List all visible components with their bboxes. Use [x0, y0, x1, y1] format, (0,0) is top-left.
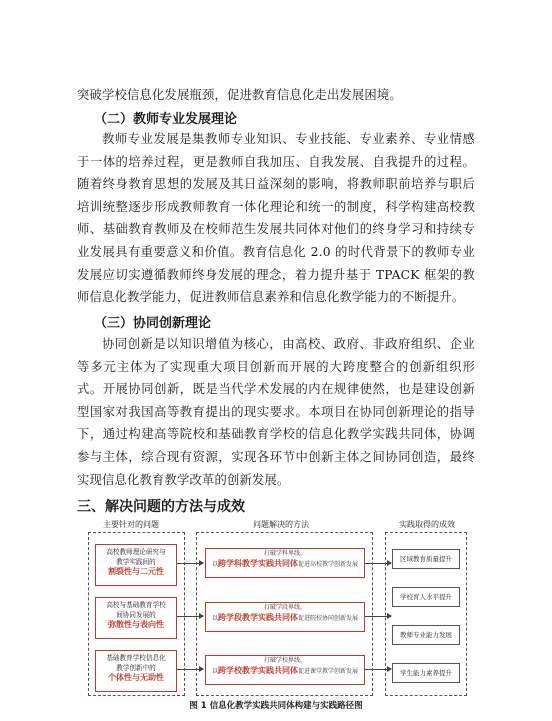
arrow-problem-1	[177, 563, 203, 564]
method-2-top: 打破学段界线，	[263, 604, 306, 611]
problem-3-line2: 教学创新中的	[116, 664, 156, 672]
arrow-method-3	[365, 669, 391, 670]
heading-teacher-development: （二）教师专业发展理论	[94, 112, 238, 127]
column-header-outcomes: 实践取得的成效	[399, 520, 455, 529]
problem-2-line1: 高校与基础教育学校	[106, 601, 166, 609]
problem-box-2	[95, 597, 177, 639]
outcome-box-3: 教师专业能力发展	[392, 625, 460, 645]
method-box-1	[205, 548, 365, 578]
problem-3-line1: 基础教育学校信息化	[106, 654, 166, 662]
problem-1-key: 割裂性与二元性	[108, 567, 164, 576]
arrow-method-1	[365, 563, 391, 564]
problem-1-line1: 高校教师理论研究与	[106, 548, 166, 556]
column-header-methods: 问题解决的方法	[253, 520, 309, 529]
method-2-suffix: 促进院校协同创新发展	[298, 615, 359, 622]
problem-2-key: 弥散性与表向性	[108, 620, 164, 629]
problem-2-line2: 间协同发展的	[116, 611, 156, 619]
paragraph-collaborative-innovation: 协同创新是以知识增值为核心，由高校、政府、非政府组织、企业等多元主体为了实现重大项目创新而开展的大跨度整合的创新组织形式。开展协同创新，既是当代学术发展的内在规律使然，也是建设创新型国家对我国高等教育提出的现实要求。本项目在协同创新理论的指导下，通过构建高等院校和基础教育学校的信息化教学实践共同体，协调参与主体，综合现有资源，实现各环节中创新主体之间协同创造，最终实现信息化教育教学改革的创新发展。	[77, 337, 475, 487]
paragraph-intro-tail: 突破学校信息化发展瓶颈，促进教育信息化走出发展困境。	[77, 88, 402, 102]
problem-box-1	[95, 544, 177, 586]
method-2-key: 跨学段教学实践共同体	[218, 613, 298, 622]
method-1-top: 打破学科界线，	[263, 550, 306, 557]
method-box-3	[205, 655, 365, 685]
problem-1-line2: 教学实践间的	[116, 558, 156, 566]
method-1-suffix: 促进高校教学创新发展	[298, 561, 359, 568]
figure-caption: 图 1 信息化教学实践共同体构建与实践路径图	[189, 701, 363, 711]
problem-box-3	[95, 650, 177, 692]
problem-3-key: 个体性与无助性	[108, 673, 164, 682]
method-3-prefix: 以	[211, 668, 218, 675]
outcome-box-1: 区域教育质量提升	[392, 549, 460, 569]
arrow-problem-2	[177, 616, 203, 617]
arrow-problem-3	[177, 669, 203, 670]
method-3-key: 跨学校教学实践共同体	[218, 666, 298, 675]
column-header-problems: 主要针对的问题	[103, 520, 159, 529]
outcome-box-4: 学生能力素养提升	[392, 663, 460, 683]
heading-section-three: 三、解决问题的方法与成效	[77, 499, 245, 515]
method-2-prefix: 以	[211, 615, 218, 622]
outcome-box-2: 学校育人水平提升	[392, 587, 460, 607]
arrow-method-2	[365, 616, 391, 617]
paragraph-teacher-development: 教师专业发展是集教师专业知识、专业技能、专业素养、专业情感于一体的培养过程，更是教师自我加压、自我发展、自我提升的过程。随着终身教育思想的发展及其日益深刻的影响，将教师职前培养与职后培训统整逐步形成教师教育一体化理论和统一的制度，科学构建高校教师、基础教育教师及在校师范生发展共同体对他们的终身学习和持续专业发展具有重要意义和价值。教育信息化 2.0 的时代背景下的教师专业发展应切实遵循教师终身发展的理念，着力提升基于 TPACK 框架的教师信息化教学能力，促进教师信息素养和信息化教学能力的不断提升。	[77, 132, 475, 305]
method-1-key: 跨学科教学实践共同体	[218, 559, 298, 568]
method-1-prefix: 以	[211, 561, 218, 568]
method-3-suffix: 促进课堂教学创新发展	[298, 668, 359, 675]
method-box-2	[205, 602, 365, 632]
heading-collaborative-innovation: （三）协同创新理论	[94, 316, 212, 331]
method-3-top: 打破学校界线，	[263, 657, 306, 664]
